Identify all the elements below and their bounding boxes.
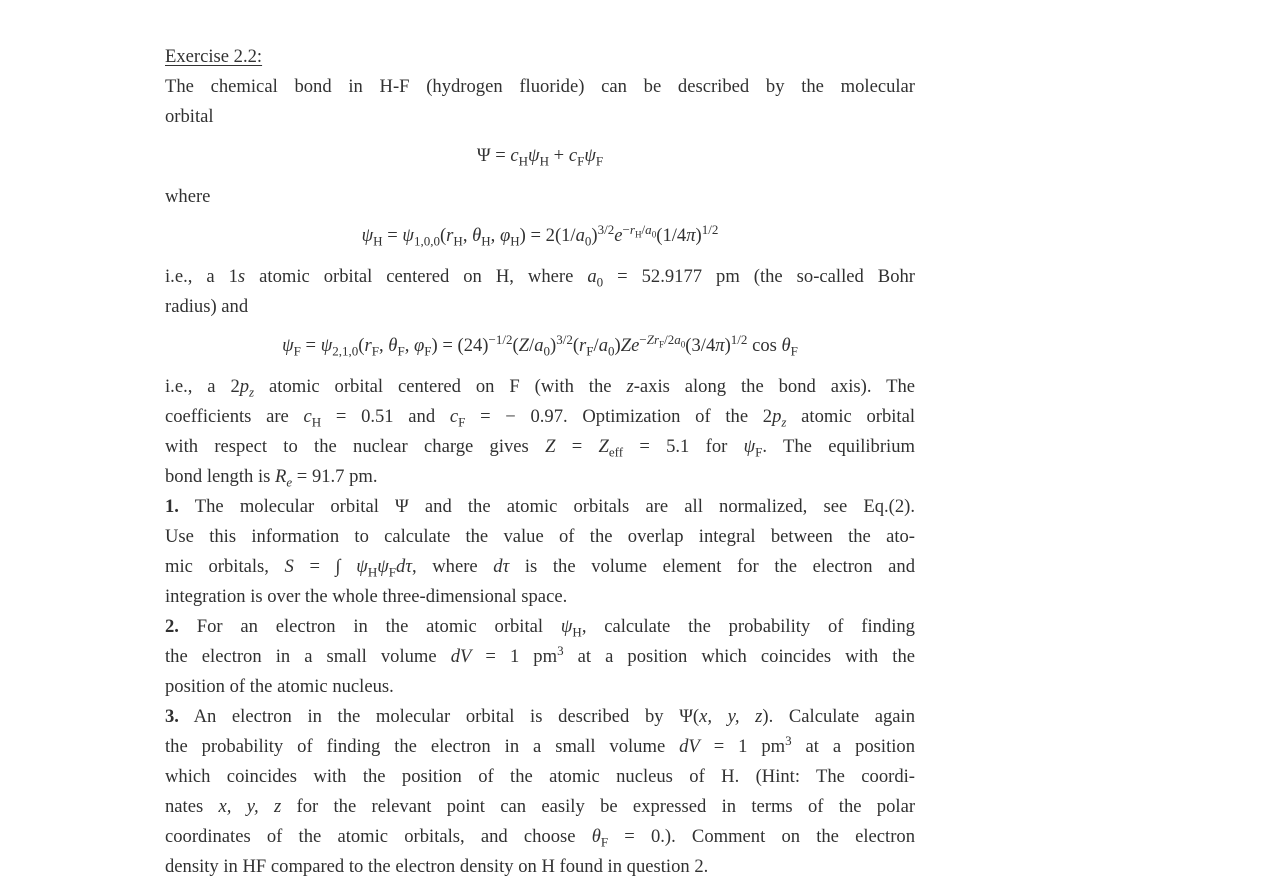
text-line: mic orbitals, S = ∫ $\psi_H\psi_Fd\tau$, where dτ is the volume element for the electron and bbox=[165, 556, 915, 580]
text-line: where bbox=[165, 186, 211, 207]
text-line: the electron in a small volume dV = 1 $pm^3$ at a position which coincides with the bbox=[165, 642, 915, 667]
text-line: coefficients are $c_H = 0.51$ and $c_F$ = − 0.97. Optimization of the $2p_z$ atomic orbital bbox=[165, 406, 915, 430]
text-line: the probability of finding the electron in a small volume dV = 1 $pm^3$ at a position bbox=[165, 732, 915, 757]
equation-line: $\psi_H = \psi_{1,0,0}(r_H$, $\theta_H$, $\varphi_H) = 2(1/a_0)^{3/2}e^{-r_H/a_0}(1/4\pi)^{1/2}$ bbox=[361, 221, 719, 249]
text-line: nates x, y, z for the relevant point can easily be expressed in terms of the polar bbox=[165, 796, 916, 817]
text-line: i.e., a $2p_z$ atomic orbital centered on F (with the z-axis along the bond axis). The bbox=[165, 376, 915, 400]
text-line: 2. For an electron in the atomic orbital $\psi_H$, calculate the probability of finding bbox=[165, 616, 915, 640]
text-line: bond length is $R_e = 91.7$ pm. bbox=[165, 466, 378, 490]
equation-line: $\Psi = c_H\psi_H + c_F\psi_F$ bbox=[476, 145, 604, 169]
text-line: radius) and bbox=[165, 296, 249, 317]
text-line: with respect to the nuclear charge gives $Z = Z_{eff} = 5.1$ for $\psi_F$. The equilibrium bbox=[165, 436, 915, 460]
text-line: integration is over the whole three-dimensional space. bbox=[165, 586, 568, 607]
text-line: position of the atomic nucleus. bbox=[165, 676, 394, 697]
document-content bbox=[165, 42, 915, 882]
text-line: which coincides with the position of the atomic nucleus of H. (Hint: The coordi- bbox=[165, 766, 915, 787]
text-line: coordinates of the atomic orbitals, and choose $\theta_F = 0$.). Comment on the electron bbox=[165, 826, 915, 850]
equation-line: $\psi_F = \psi_{2,1,0}(r_F$, $\theta_F$, $\varphi_F) = (24)^{-1/2}(Z/a_0)^{3/2}(r_F/a_0)Ze^{-Zr_F/2a_0}(3/4\pi)^{1/2}$ $\cos \theta_F$ bbox=[282, 331, 798, 359]
text-line: orbital bbox=[165, 106, 214, 127]
text-line: 3. An electron in the molecular orbital is described by Ψ(x, y, z). Calculate again bbox=[165, 706, 915, 727]
text-line: 1. The molecular orbital Ψ and the atomic orbitals are all normalized, see Eq.(2). bbox=[165, 496, 915, 517]
text-line: The chemical bond in H-F (hydrogen fluoride) can be described by the molecular bbox=[165, 76, 915, 97]
text-line: i.e., a 1s atomic orbital centered on H, where $a_0 = 52.9177$ pm (the so-called Bohr bbox=[165, 266, 915, 290]
exercise-title: Exercise 2.2: bbox=[165, 46, 263, 67]
text-line: Use this information to calculate the value of the overlap integral between the ato- bbox=[165, 526, 915, 547]
text-line: density in HF compared to the electron density on H found in question 2. bbox=[165, 856, 709, 877]
